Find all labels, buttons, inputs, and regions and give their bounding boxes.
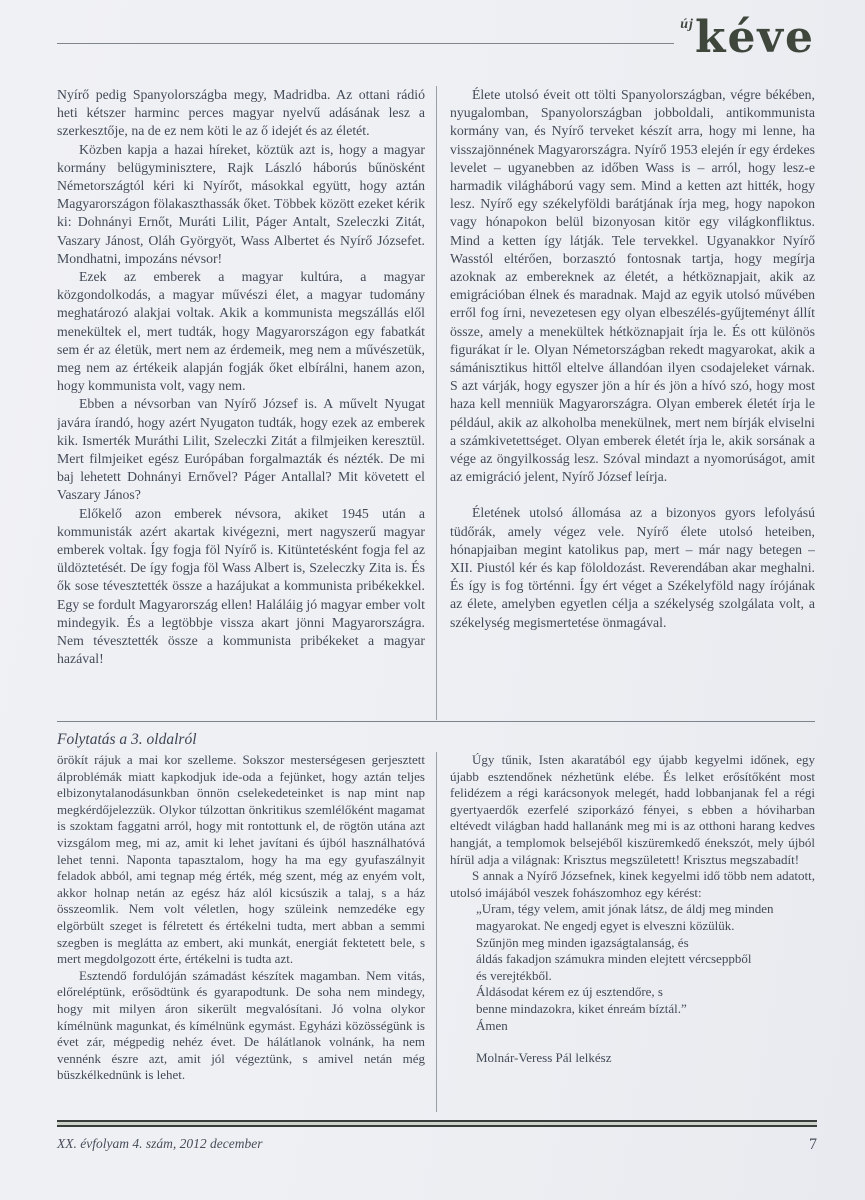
- prayer-line: Áldásodat kérem ez új esztendőre, s: [476, 984, 663, 1000]
- article-bottom-left-column: [57, 752, 436, 1112]
- article-bottom-right-column: [436, 752, 815, 1112]
- paragraph: Ebben a névsorban van Nyírő József is. A művelt Nyugat javára írandó, hogy azért Nyugaton tudták, hogy ezek az emberek kik. Ismerték Muráthi Lilit, Szeleczki Zitát a filmjeiken keresztül. Mert filmjeiket egész Európában forgalmazták és nézték. De mi baj lehetett Dohnányi Ernővel? Páger Antallal? Mit követett el Vaszary János?: [57, 396, 425, 503]
- prayer-line: Szűnjön meg minden igazságtalanság, és: [476, 934, 689, 950]
- masthead: [57, 8, 815, 63]
- prayer-line: magyarokat. Ne engedj egyet is elveszni közülük.: [476, 917, 735, 933]
- paragraph: Előkelő azon emberek névsora, akiket 1945 után a kommunisták azért akartak kivégezni, mert nagyszerű magyar emberek voltak. Így fogja föl Nyírő is. Kitüntetésként fogja fel az üldöztetését. De így fogja föl Wass Albert is, Szeleczky Zita is. És ők sose tévesztették össze a hazájukat a kommunista pribékekkel. Egy se fordult Magyarország ellen! Haláláig jó magyar ember volt mindegyik. És a legtöbbje vissza akart jönni Magyarországra. Nem tévesztették össze a kommunista pribékeket a magyar hazával!: [57, 505, 425, 667]
- article-top-section: [57, 86, 815, 720]
- article-top-right-column: [436, 86, 815, 720]
- paragraph: Ezek az emberek a magyar kultúra, a magyar közgondolkodás, a magyar művészi élet, a magyar tudomány meghatározó alakjai voltak. Akik a kommunista megszállás elől menekültek el, mert tudták, hogy Magyarországon egy fabatkát sem ér az életük, mert nem az érdemeik, meg nem a művészetük, meg nem az értékeik alapján fogják őket elbírálni, hanem azon, hogy kommunista volt, vagy nem.: [57, 269, 425, 394]
- article-bottom-section: [57, 731, 815, 1112]
- paragraph: Élete utolsó éveit ott tölti Spanyolországban, végre békében, nyugalomban, Spanyolországban jobboldali, antikommunista kormány van, és Nyírő terveket készít arra, hogy mi lenne, ha visszajönnének Magyarországra. Nyírő 1953 elején ír egy érdekes levelet – ugyanebben az időben Wass is – arról, hogy lesz-e harmadik világháború vagy sem. Mind a ketten azt hitték, hogy lesz. Nyírő egy székelyföldi barátjának írja meg, hogy napokon vagy hónapokon belül bizonyosan kitör egy világkonfliktus. Mind a ketten így látják. Tele tervekkel. Ugyanakkor Nyírő Wasstól eltérően, borzasztó fontosnak tartja, hogy megírja azoknak az embereknek az életét, a hétköznapjait, akik az emigrációban élnek és maradnak. Majd az egyik utolsó művében erről fog írni, nevezetesen egy olyan elbeszélés-gyűjteményt állít össze, amely a menekültek hétköznapjait írja le. És ott különös figurákat ír le. Olyan Németországban rekedt magyarokat, akik a sámánisztikus hittől eltelve állandóan ilyen csodajeleket várnak. S azt várják, hogy egyszer jön a hír és jön a hívó szó, hogy most haza kell menniük Magyarországra. Olyan emberek életét írja le például, akik az alkoholba menekülnek, mert nem bírják elviselni a számkivetettséget. Olyan emberek életét írja le, akik sorsának a vége az öngyilkosság lesz. Szóval mindazt a nyomorúságot, amit az emigráció jelent, Nyírő József leírja.: [450, 87, 815, 485]
- article-top-left-column: [57, 86, 436, 720]
- footer-double-rule: [57, 1120, 817, 1127]
- prayer-line: „Uram, tégy velem, amit jónak látsz, de áldj meg minden: [476, 901, 774, 917]
- masthead-rule: [57, 43, 674, 44]
- section-divider-rule: [57, 721, 815, 722]
- magazine-logo: [680, 12, 815, 63]
- logo-main: kéve: [694, 12, 815, 63]
- paragraph: Nyírő pedig Spanyolországba megy, Madridba. Az ottani rádió heti kétszer harminc perces magyar nyelvű adásának lesz a szerkesztője, na de ez nem köti le az ő idejét és az életét.: [57, 87, 425, 139]
- prayer-line: és verejtékből.: [476, 967, 552, 983]
- prayer-quote-block: [476, 901, 815, 1034]
- prayer-line: benne mindazokra, kiket énreám bíztál.”: [476, 1000, 687, 1016]
- paragraph: Esztendő fordulóján számadást készítek magamban. Nem vitás, előreléptünk, erősödtünk és gyarapodtunk. De soha nem mindegy, hogy mit milyen áron sikerült megvalósítani. Jó volna olykor kímélnünk magunkat, és kímélnünk egymást. Egyházi közösségünk is évet zár, mégpedig nehéz évet. De hálátlanok volnánk, ha nem vennénk észre azt, amit jól végeztünk, s amivel netán még büszkélkednünk is lehet.: [57, 967, 425, 1083]
- author-signature: Molnár-Veress Pál lelkész: [476, 1050, 612, 1066]
- page-number: 7: [809, 1136, 817, 1153]
- footer-row: [57, 1136, 817, 1154]
- paragraph: Életének utolsó állomása az a bizonyos gyors lefolyású tüdőrák, amely végez vele. Nyírő élete utolsó heteiben, hónapjaiban megint katolikus pap, mert – már nagy betegen – XII. Piustól kér és kap föloldozást. Reverendában akar meghalni. És így is fog történni. Így ért véget a Székelyföld nagy írójának az élete, amelyben egyetlen célja a székelység szolgálata volt, a székelység megismertetése önmagával.: [450, 505, 815, 630]
- continuation-label: Folytatás a 3. oldalról: [57, 731, 197, 748]
- paragraph: Közben kapja a hazai híreket, köztük azt is, hogy a magyar kormány belügyminisztere, Rajk László háborús bűnösként Németországtól kéri ki Nyírőt, másokkal együtt, hogy aztán Magyarországon fölakaszthassák őket. Többek között ezeket kérik ki: Dohnányi Ernőt, Muráti Lilit, Páger Antalt, Szeleczki Zitát, Vaszary Jánost, Oláh Györgyöt, Wass Albertet és Nyírő Józsefet. Mondhatni, impozáns névsor!: [57, 141, 425, 266]
- issue-info: XX. évfolyam 4. szám, 2012 december: [57, 1136, 263, 1151]
- paragraph: S annak a Nyírő Józsefnek, kinek kegyelmi idő több nem adatott, utolsó imájából veszek fohászomhoz egy kérést:: [450, 868, 815, 900]
- page-footer: [57, 1120, 817, 1154]
- amen-line: Ámen: [476, 1017, 508, 1033]
- logo-prefix: új: [680, 17, 694, 32]
- paragraph: örökít rájuk a mai kor szelleme. Sokszor mesterségesen gerjesztett álproblémák miatt kapkodjuk ide-oda a fejünket, hogy aztán teljes elbizonytalanodásunkban önnön cselekedeteinket is nap mint nap megkérdőjelezzük. Olykor túlzottan önkritikus szemlélőként magamat is szoktam faggatni arról, hogy mit rontottunk el, de rögtön utána azt vizsgálom meg, mi az, amit ki lehet javítani és újból használhatóvá lehet tenni. Naponta tapasztalom, hogy ha ma egy gyufaszálnyit feladok abból, ami tegnap még érték, még szent, még az enyém volt, akkor holnap netán az egész ház alól kicsúszik a talaj, s a ház összeomlik. Nem volt véletlen, hogy szüleink nemzedéke egy elgörbült szeget is félretett és értékelni tudta, mert abban a semmi szegben is meglátta az embert, aki munkát, energiát fektetett bele, s mert megdolgozott érte, értékelni is tudta azt.: [57, 752, 425, 967]
- article-bottom-columns: [57, 752, 815, 1112]
- prayer-line: áldás fakadjon számukra minden elejtett vércseppből: [476, 951, 752, 967]
- paragraph: Úgy tűnik, Isten akaratából egy újabb kegyelmi időnek, egy újabb esztendőnek nézhetünk elébe. És lelket erősítőként most felidézem a régi karácsonyok melegét, hadd lobbanjanak fel a régi gyertyaerdők ezerfelé sziporkázó fényei, s ebben a hóviharban eltévedt világban hadd hallanánk meg mi is az otthoni harang kedves hangját, a templomok belsejéből kiszüremkedő énekszót, mely újból hírül adja a világnak: Krisztus megszületett! Krisztus megszabadít!: [450, 752, 815, 867]
- article-top-columns: [57, 86, 815, 720]
